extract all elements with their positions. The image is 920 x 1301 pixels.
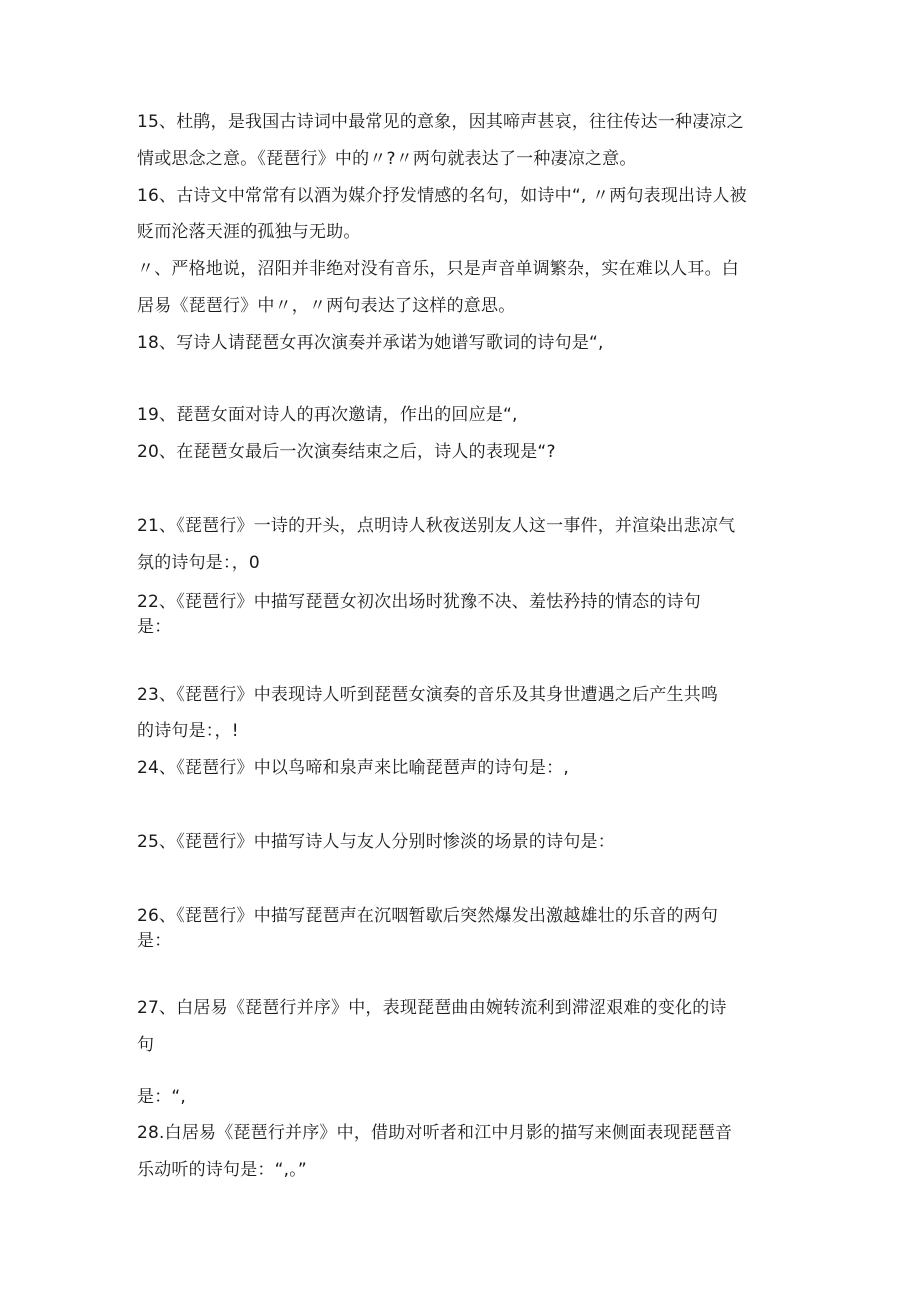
question-21-line-1: 21、《琵琶行》一诗的开头，点明诗人秋夜送别友人这一事件，并渲染出悲凉气 bbox=[137, 516, 736, 536]
question-25: 25、《琵琶行》中描写诗人与友人分别时惨淡的场景的诗句是： bbox=[137, 832, 615, 852]
question-27-line-3: 是：“, bbox=[137, 1087, 187, 1107]
question-23-line-1: 23、《琵琶行》中表现诗人听到琵琶女演奏的音乐及其身世遭遇之后产生共鸣 bbox=[137, 685, 719, 705]
question-26-line-1: 26、《琵琶行》中描写琵琶声在沉咽暂歇后突然爆发出激越雄壮的乐音的两句 bbox=[137, 906, 719, 926]
question-27-line-2: 句 bbox=[137, 1035, 155, 1055]
question-23-line-2: 的诗句是：，! bbox=[137, 721, 239, 741]
question-17-line-2: 居易《琵琶行》中〃，〃两句表达了这样的意思。 bbox=[137, 296, 516, 316]
question-16-line-2: 贬而沦落天涯的孤独与无助。 bbox=[137, 222, 361, 242]
question-21-line-2: 氛的诗句是：，0 bbox=[137, 553, 260, 573]
question-20: 20、在琵琶女最后一次演奏结束之后，诗人的表现是“? bbox=[137, 442, 556, 462]
question-18: 18、写诗人请琵琶女再次演奏并承诺为她谱写歌词的诗句是“, bbox=[137, 333, 604, 353]
question-19: 19、琵琶女面对诗人的再次邀请，作出的回应是“, bbox=[137, 405, 518, 425]
question-22-line-1: 22、《琵琶行》中描写琵琶女初次出场时犹豫不决、羞怯矜持的情态的诗句 bbox=[137, 592, 701, 612]
question-16-line-1: 16、古诗文中常常有以酒为媒介抒发情感的名句，如诗中“, 〃两句表现出诗人被 bbox=[137, 186, 747, 206]
question-17-line-1: 〃、严格地说，沼阳并非绝对没有音乐，只是声音单调繁杂，实在难以人耳。白 bbox=[137, 259, 739, 279]
question-26-line-2: 是： bbox=[137, 931, 172, 951]
question-15-line-2: 情或思念之意。《琵琶行》中的〃?〃两句就表达了一种凄凉之意。 bbox=[137, 149, 637, 169]
question-15-line-1: 15、杜鹃，是我国古诗词中最常见的意象，因其啼声甚哀，往往传达一种凄凉之 bbox=[137, 112, 744, 132]
question-22-line-2: 是： bbox=[137, 617, 172, 637]
question-28-line-1: 28.白居易《琵琶行并序》中，借助对听者和江中月影的描写来侧面表现琵琶音 bbox=[137, 1123, 733, 1143]
question-27-line-1: 27、白居易《琵琶行并序》中，表现琵琶曲由婉转流利到滞涩艰难的变化的诗 bbox=[137, 998, 727, 1018]
question-28-line-2: 乐动听的诗句是：“,。” bbox=[137, 1160, 307, 1180]
question-24: 24、《琵琶行》中以鸟啼和泉声来比喻琵琶声的诗句是：, bbox=[137, 758, 569, 778]
